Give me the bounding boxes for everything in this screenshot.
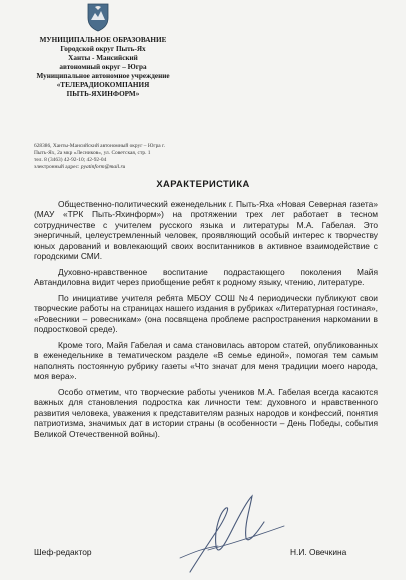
handwritten-signature bbox=[160, 486, 300, 580]
letterhead-line: МУНИЦИПАЛЬНОЕ ОБРАЗОВАНИЕ bbox=[39, 36, 167, 44]
letterhead-line: Муниципальное автономное учреждение bbox=[36, 72, 170, 80]
letterhead-line: автономный округ – Югра bbox=[59, 63, 147, 71]
letterhead-line: Ханты - Мансийский bbox=[68, 54, 138, 62]
body-paragraph: Общественно-политический еженедельник г. Пыть-Яха «Новая Северная газета» (МАУ «ТРК Пыть-Яхинформ») на протяжении трех лет работает в тесном сотрудничестве с учителем русского языка и литературы М.А. Габелая. Это энергичный, целеустремленный человек, проявляющий особый интерес к творчеству юных дарований и вовлекающий своих воспитанников в активное взаимодействие с городскими СМИ. bbox=[34, 199, 378, 262]
letterhead-contacts bbox=[34, 143, 204, 171]
letterhead bbox=[10, 36, 196, 99]
body-paragraph: По инициативе учителя ребята МБОУ СОШ №4 периодически публикуют свои творческие работы на страницах нашего издания в рубриках «Литературная гостиная», «Ровесники – ровесникам» (она посвящена проблеме распространения наркомании в подростковой среде). bbox=[34, 293, 378, 335]
address-line: Пыть-Ях, 2а мкр «Лесников», ул. Советская, стр. 1 bbox=[34, 150, 151, 156]
signature-role: Шеф-редактор bbox=[34, 547, 92, 557]
body-paragraph: Кроме того, Майя Габелая и сама становилась автором статей, опубликованных в еженедельнике в тематическом разделе «В семье единой», помогая тем самым наполнять постоянную рубрику газеты «Что значат для меня традиции моего народа, моя вера». bbox=[34, 340, 378, 382]
letterhead-line: Городской округ Пыть-Ях bbox=[60, 45, 146, 53]
phone-line: тел. 8 (3463) 42-92-10; 42-92-04 bbox=[34, 157, 107, 163]
address-line: 628386, Ханты-Мансийский автономный округ – Югра г. bbox=[34, 143, 165, 149]
email-line: электронный адрес: pyatinform@mail.ru bbox=[34, 164, 126, 170]
signature-name: Н.И. Овечкина bbox=[290, 547, 347, 557]
document-title: ХАРАКТЕРИСТИКА bbox=[156, 178, 250, 189]
email-value: pyatinform@mail.ru bbox=[80, 164, 126, 170]
letterhead-line: «ТЕЛЕРАДИОКОМПАНИЯ bbox=[56, 81, 150, 89]
email-label: электронный адрес bbox=[34, 164, 79, 170]
document-body bbox=[34, 199, 378, 444]
body-paragraph: Особо отметим, что творческие работы учеников М.А. Габелая всегда касаются важных для становления подростка как личности тем: духовного и нравственного развития человека, уважения к представителям разных народов и конфессий, понятия патриотизма, значимых дат в истории страны (в особенности – День Победы, события Великой Отечественной войны). bbox=[34, 387, 378, 439]
coat-of-arms-icon bbox=[86, 2, 110, 32]
letterhead-line: ПЫТЬ-ЯХИНФОРМ» bbox=[66, 90, 140, 98]
body-paragraph: Духовно-нравственное воспитание подрастающего поколения Майя Автандиловна видит через приобщение ребят к родному языку, чтению, литературе. bbox=[34, 266, 378, 288]
